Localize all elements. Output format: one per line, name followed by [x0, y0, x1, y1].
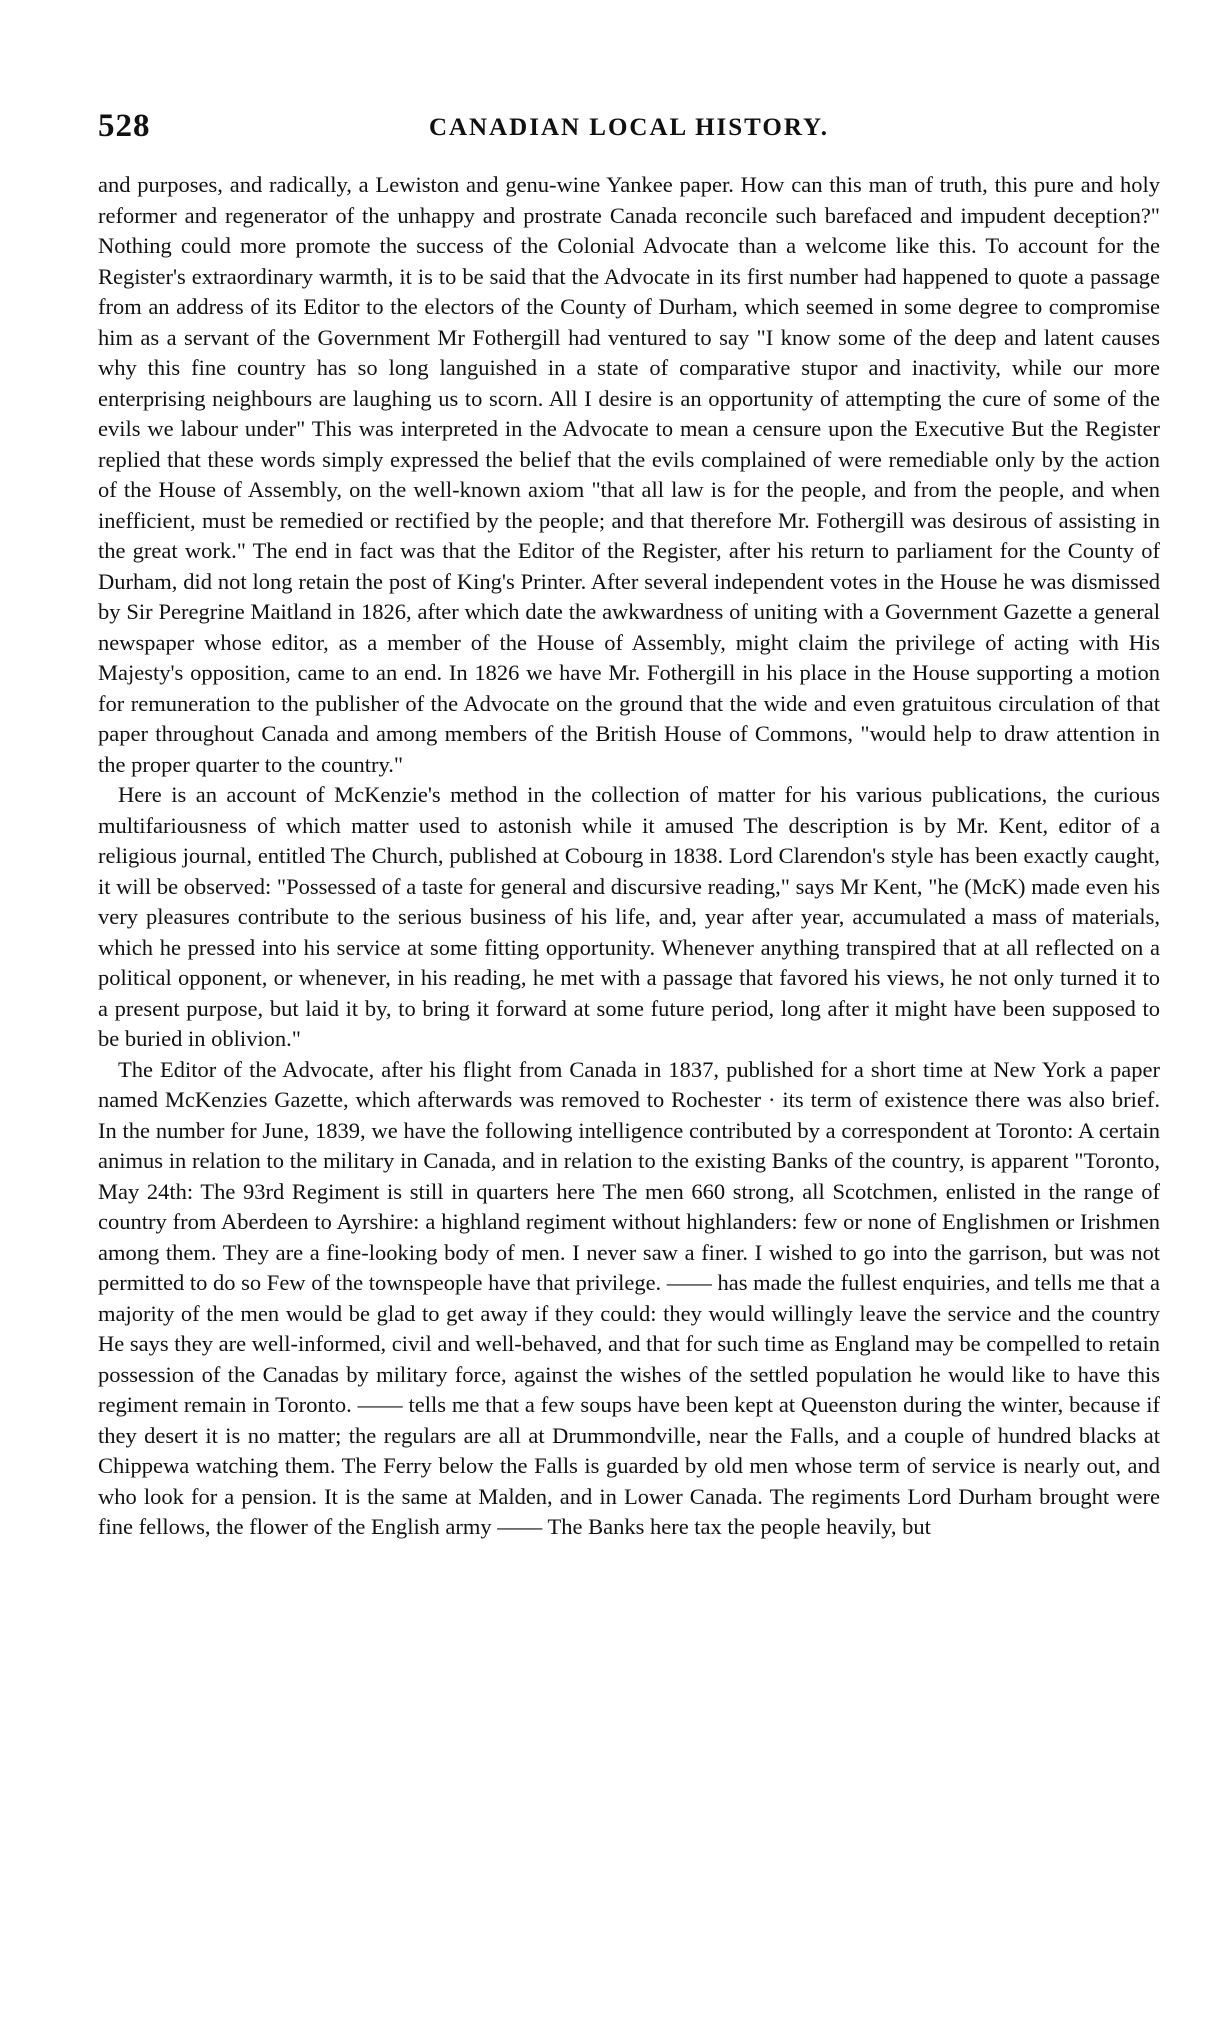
running-title: CANADIAN LOCAL HISTORY.: [428, 114, 830, 141]
book-page: [98, 108, 1160, 1543]
paragraph: The Editor of the Advocate, after his flight from Canada in 1837, published for a short time at New York a paper named McKenzies Gazette, which afterwards was removed to Rochester · its term of existence there was also brief. In the number for June, 1839, we have the following intelligence contributed by a correspondent at Toronto: A certain animus in relation to the military in Canada, and in relation to the existing Banks of the country, is apparent "Toronto, May 24th: The 93rd Regiment is still in quarters here The men 660 strong, all Scotchmen, enlisted in the range of country from Aberdeen to Ayrshire: a highland regiment without highlanders: few or none of Englishmen or Irishmen among them. They are a fine-looking body of men. I never saw a finer. I wished to go into the garrison, but was not permitted to do so Few of the townspeople have that privilege. —— has made the fullest enquiries, and tells me that a majority of the men would be glad to get away if they could: they would willingly leave the service and the country He says they are well-informed, civil and well-behaved, and that for such time as England may be compelled to retain possession of the Canadas by military force, against the wishes of the settled population he would like to have this regiment remain in Toronto. —— tells me that a few soups have been kept at Queenston during the winter, because if they desert it is no matter; the regulars are all at Drummondville, near the Falls, and a couple of hundred blacks at Chippewa watching them. The Ferry below the Falls is guarded by old men whose term of service is nearly out, and who look for a pension. It is the same at Malden, and in Lower Canada. The regiments Lord Durham brought were fine fellows, the flower of the English army —— The Banks here tax the people heavily, but: [98, 1056, 1160, 1539]
body-text: [98, 170, 1160, 1543]
running-head: [98, 108, 1160, 152]
paragraph: and purposes, and radically, a Lewiston and genu-wine Yankee paper. How can this man of truth, this pure and holy reformer and regenerator of the unhappy and prostrate Canada reconcile such barefaced and impudent deception?" Nothing could more promote the success of the Colonial Advocate than a welcome like this. To account for the Register's extraordinary warmth, it is to be said that the Advocate in its first number had happened to quote a passage from an address of its Editor to the electors of the County of Durham, which seemed in some degree to compromise him as a servant of the Government Mr Fothergill had ventured to say "I know some of the deep and latent causes why this fine country has so long languished in a state of comparative stupor and inactivity, while our more enterprising neighbours are laughing us to scorn. All I desire is an opportunity of attempting the cure of some of the evils we labour under" This was interpreted in the Advocate to mean a censure upon the Executive But the Register replied that these words simply expressed the belief that the evils complained of were remediable only by the action of the House of Assembly, on the well-known axiom "that all law is for the people, and from the people, and when inefficient, must be remedied or rectified by the people; and that therefore Mr. Fothergill was desirous of assisting in the great work." The end in fact was that the Editor of the Register, after his return to parliament for the County of Durham, did not long retain the post of King's Printer. After several independent votes in the House he was dismissed by Sir Peregrine Maitland in 1826, after which date the awkwardness of uniting with a Government Gazette a general newspaper whose editor, as a member of the House of Assembly, might claim the privilege of acting with His Majesty's opposition, came to an end. In 1826 we have Mr. Fothergill in his place in the House supporting a motion for remuneration to the publisher of the Advocate on the ground that the wide and even gratuitous circulation of that paper throughout Canada and among members of the British House of Commons, "would help to draw attention in the proper quarter to the country.": [98, 172, 1160, 777]
paragraph: Here is an account of McKenzie's method in the collection of matter for his various publications, the curious multifariousness of which matter used to astonish while it amused The description is by Mr. Kent, editor of a religious journal, entitled The Church, published at Cobourg in 1838. Lord Clarendon's style has been exactly caught, it will be observed: "Possessed of a taste for general and discursive reading," says Mr Kent, "he (McK) made even his very pleasures contribute to the serious business of his life, and, year after year, accumulated a mass of materials, which he pressed into his service at some fitting opportunity. Whenever anything transpired that at all reflected on a political opponent, or whenever, in his reading, he met with a passage that favored his views, he not only turned it to a present purpose, but laid it by, to bring it forward at some future period, long after it might have been supposed to be buried in oblivion.": [98, 782, 1160, 1051]
page-number: 528: [98, 108, 151, 144]
